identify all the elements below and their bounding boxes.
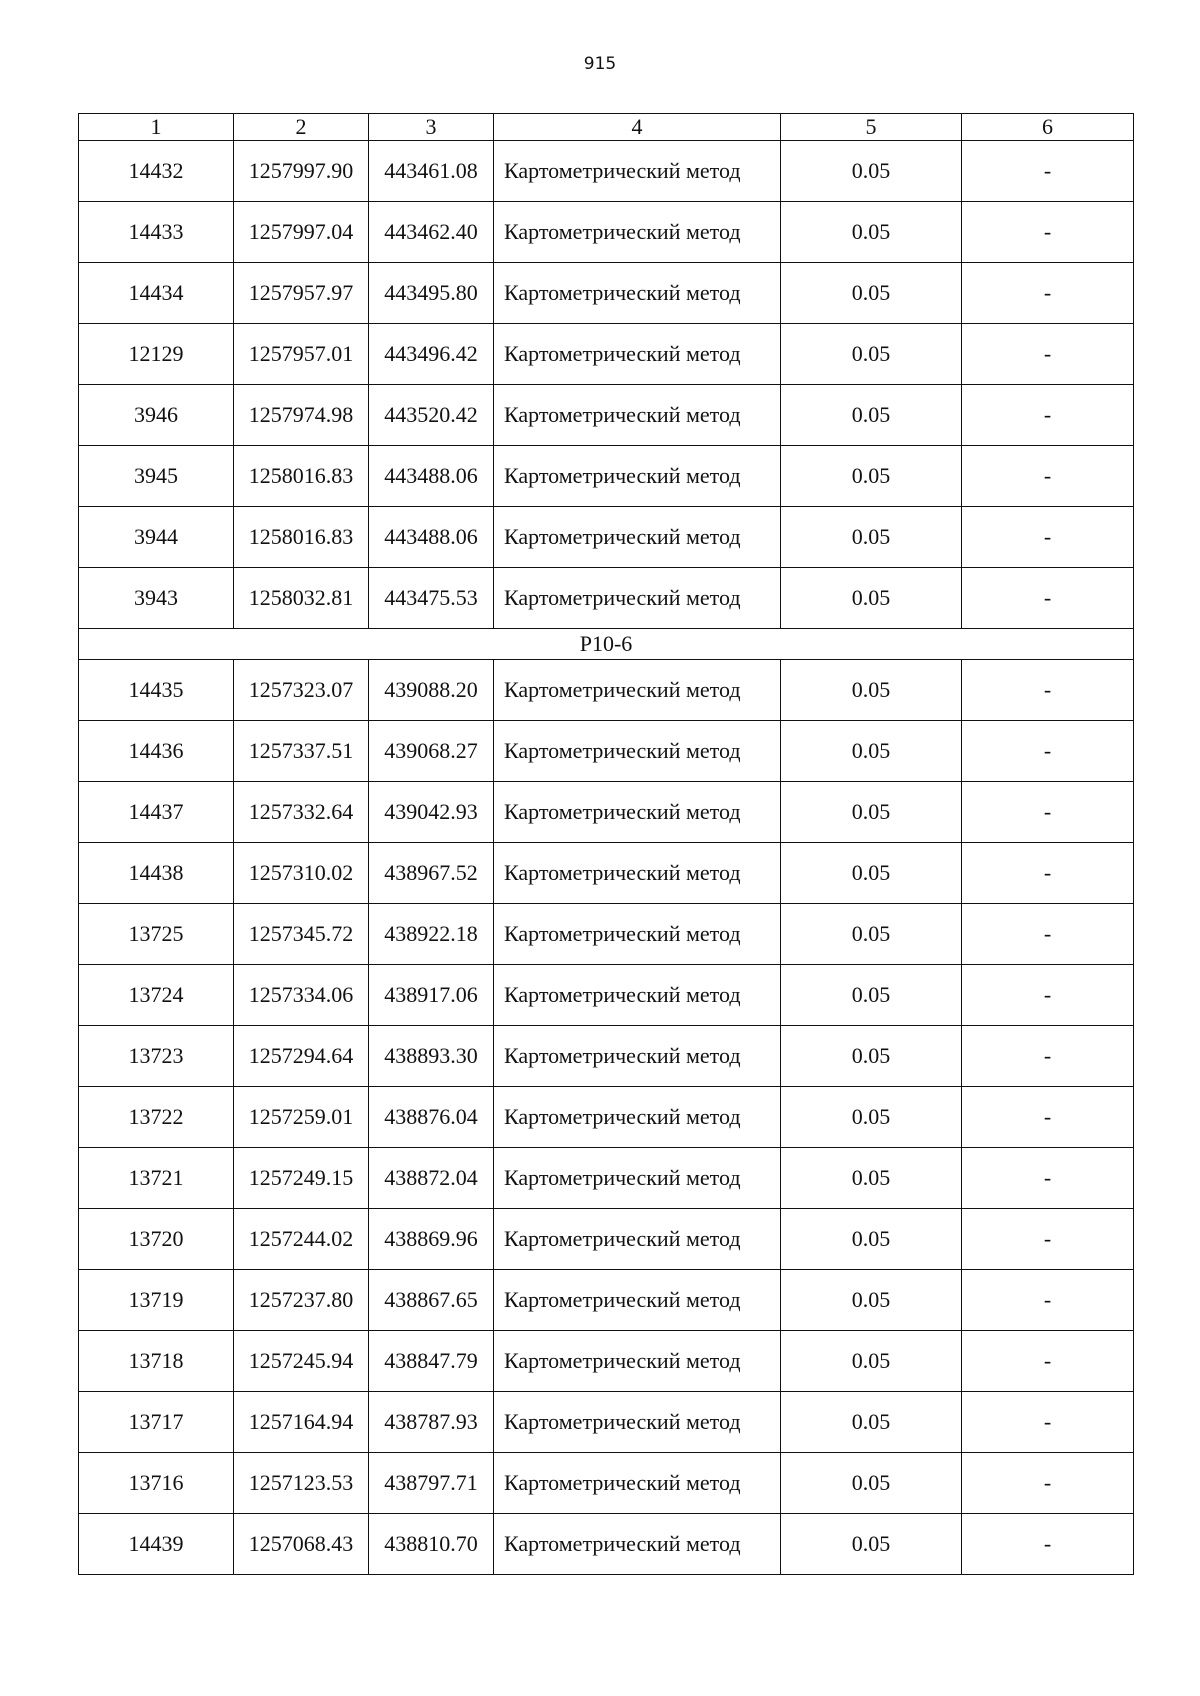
y-coordinate-cell: 443488.06 <box>369 446 494 507</box>
accuracy-cell: 0.05 <box>781 660 962 721</box>
table-row <box>79 1087 1134 1148</box>
y-coordinate-cell: 438876.04 <box>369 1087 494 1148</box>
point-number-cell: 14432 <box>79 141 234 202</box>
x-coordinate-cell: 1257068.43 <box>234 1514 369 1575</box>
note-cell: - <box>962 202 1134 263</box>
method-cell: Картометрический метод <box>494 507 781 568</box>
table-row <box>79 1270 1134 1331</box>
accuracy-cell: 0.05 <box>781 782 962 843</box>
accuracy-cell: 0.05 <box>781 904 962 965</box>
accuracy-cell: 0.05 <box>781 324 962 385</box>
accuracy-cell: 0.05 <box>781 1331 962 1392</box>
x-coordinate-cell: 1257249.15 <box>234 1148 369 1209</box>
accuracy-cell: 0.05 <box>781 568 962 629</box>
y-coordinate-cell: 438787.93 <box>369 1392 494 1453</box>
accuracy-cell: 0.05 <box>781 507 962 568</box>
x-coordinate-cell: 1258016.83 <box>234 507 369 568</box>
method-cell: Картометрический метод <box>494 843 781 904</box>
x-coordinate-cell: 1257259.01 <box>234 1087 369 1148</box>
accuracy-cell: 0.05 <box>781 721 962 782</box>
note-cell: - <box>962 263 1134 324</box>
x-coordinate-cell: 1258032.81 <box>234 568 369 629</box>
accuracy-cell: 0.05 <box>781 202 962 263</box>
point-number-cell: 13724 <box>79 965 234 1026</box>
note-cell: - <box>962 1514 1134 1575</box>
note-cell: - <box>962 1270 1134 1331</box>
y-coordinate-cell: 438847.79 <box>369 1331 494 1392</box>
y-coordinate-cell: 439088.20 <box>369 660 494 721</box>
method-cell: Картометрический метод <box>494 568 781 629</box>
table-row <box>79 446 1134 507</box>
section-title: Р10-6 <box>79 629 1134 660</box>
note-cell: - <box>962 1331 1134 1392</box>
column-header: 1 <box>79 114 234 141</box>
y-coordinate-cell: 438967.52 <box>369 843 494 904</box>
column-header: 4 <box>494 114 781 141</box>
point-number-cell: 13718 <box>79 1331 234 1392</box>
table-row <box>79 965 1134 1026</box>
point-number-cell: 14436 <box>79 721 234 782</box>
table-row <box>79 202 1134 263</box>
point-number-cell: 14435 <box>79 660 234 721</box>
accuracy-cell: 0.05 <box>781 1514 962 1575</box>
table-row <box>79 1453 1134 1514</box>
table-row <box>79 1514 1134 1575</box>
y-coordinate-cell: 443475.53 <box>369 568 494 629</box>
x-coordinate-cell: 1257345.72 <box>234 904 369 965</box>
note-cell: - <box>962 1087 1134 1148</box>
column-header: 2 <box>234 114 369 141</box>
x-coordinate-cell: 1257123.53 <box>234 1453 369 1514</box>
note-cell: - <box>962 904 1134 965</box>
y-coordinate-cell: 438867.65 <box>369 1270 494 1331</box>
note-cell: - <box>962 141 1134 202</box>
note-cell: - <box>962 1026 1134 1087</box>
note-cell: - <box>962 660 1134 721</box>
accuracy-cell: 0.05 <box>781 446 962 507</box>
table-row <box>79 141 1134 202</box>
table-row <box>79 385 1134 446</box>
point-number-cell: 13725 <box>79 904 234 965</box>
point-number-cell: 3944 <box>79 507 234 568</box>
point-number-cell: 13721 <box>79 1148 234 1209</box>
y-coordinate-cell: 443488.06 <box>369 507 494 568</box>
point-number-cell: 14433 <box>79 202 234 263</box>
x-coordinate-cell: 1257323.07 <box>234 660 369 721</box>
y-coordinate-cell: 439042.93 <box>369 782 494 843</box>
table-row <box>79 1026 1134 1087</box>
point-number-cell: 13717 <box>79 1392 234 1453</box>
method-cell: Картометрический метод <box>494 1087 781 1148</box>
table-row <box>79 904 1134 965</box>
table-row <box>79 1331 1134 1392</box>
accuracy-cell: 0.05 <box>781 1026 962 1087</box>
point-number-cell: 3945 <box>79 446 234 507</box>
accuracy-cell: 0.05 <box>781 1148 962 1209</box>
note-cell: - <box>962 721 1134 782</box>
table-row <box>79 1392 1134 1453</box>
table-row <box>79 660 1134 721</box>
method-cell: Картометрический метод <box>494 324 781 385</box>
accuracy-cell: 0.05 <box>781 141 962 202</box>
table-body <box>79 141 1134 1575</box>
method-cell: Картометрический метод <box>494 1392 781 1453</box>
method-cell: Картометрический метод <box>494 965 781 1026</box>
x-coordinate-cell: 1257237.80 <box>234 1270 369 1331</box>
table-row <box>79 263 1134 324</box>
accuracy-cell: 0.05 <box>781 1270 962 1331</box>
x-coordinate-cell: 1257997.90 <box>234 141 369 202</box>
note-cell: - <box>962 1453 1134 1514</box>
section-row <box>79 629 1134 660</box>
point-number-cell: 13720 <box>79 1209 234 1270</box>
method-cell: Картометрический метод <box>494 1209 781 1270</box>
accuracy-cell: 0.05 <box>781 385 962 446</box>
x-coordinate-cell: 1257244.02 <box>234 1209 369 1270</box>
x-coordinate-cell: 1257957.01 <box>234 324 369 385</box>
x-coordinate-cell: 1257332.64 <box>234 782 369 843</box>
y-coordinate-cell: 438810.70 <box>369 1514 494 1575</box>
x-coordinate-cell: 1258016.83 <box>234 446 369 507</box>
coordinates-table <box>78 113 1134 1575</box>
accuracy-cell: 0.05 <box>781 965 962 1026</box>
x-coordinate-cell: 1257337.51 <box>234 721 369 782</box>
column-header: 5 <box>781 114 962 141</box>
method-cell: Картометрический метод <box>494 1331 781 1392</box>
point-number-cell: 13722 <box>79 1087 234 1148</box>
y-coordinate-cell: 438922.18 <box>369 904 494 965</box>
accuracy-cell: 0.05 <box>781 263 962 324</box>
method-cell: Картометрический метод <box>494 141 781 202</box>
method-cell: Картометрический метод <box>494 904 781 965</box>
column-header: 3 <box>369 114 494 141</box>
y-coordinate-cell: 438797.71 <box>369 1453 494 1514</box>
y-coordinate-cell: 439068.27 <box>369 721 494 782</box>
accuracy-cell: 0.05 <box>781 1087 962 1148</box>
table-row <box>79 721 1134 782</box>
column-header: 6 <box>962 114 1134 141</box>
note-cell: - <box>962 1392 1134 1453</box>
point-number-cell: 3943 <box>79 568 234 629</box>
note-cell: - <box>962 965 1134 1026</box>
y-coordinate-cell: 443495.80 <box>369 263 494 324</box>
note-cell: - <box>962 385 1134 446</box>
method-cell: Картометрический метод <box>494 1453 781 1514</box>
table-row <box>79 843 1134 904</box>
note-cell: - <box>962 446 1134 507</box>
note-cell: - <box>962 782 1134 843</box>
method-cell: Картометрический метод <box>494 660 781 721</box>
table-row <box>79 568 1134 629</box>
method-cell: Картометрический метод <box>494 263 781 324</box>
method-cell: Картометрический метод <box>494 446 781 507</box>
point-number-cell: 3946 <box>79 385 234 446</box>
note-cell: - <box>962 1148 1134 1209</box>
point-number-cell: 13716 <box>79 1453 234 1514</box>
x-coordinate-cell: 1257245.94 <box>234 1331 369 1392</box>
page-number: 915 <box>583 54 617 74</box>
note-cell: - <box>962 843 1134 904</box>
method-cell: Картометрический метод <box>494 1148 781 1209</box>
x-coordinate-cell: 1257997.04 <box>234 202 369 263</box>
point-number-cell: 14437 <box>79 782 234 843</box>
table-row <box>79 1148 1134 1209</box>
x-coordinate-cell: 1257310.02 <box>234 843 369 904</box>
point-number-cell: 14434 <box>79 263 234 324</box>
x-coordinate-cell: 1257957.97 <box>234 263 369 324</box>
table-header-row <box>79 114 1134 141</box>
note-cell: - <box>962 507 1134 568</box>
point-number-cell: 13719 <box>79 1270 234 1331</box>
y-coordinate-cell: 438872.04 <box>369 1148 494 1209</box>
method-cell: Картометрический метод <box>494 385 781 446</box>
y-coordinate-cell: 443462.40 <box>369 202 494 263</box>
method-cell: Картометрический метод <box>494 202 781 263</box>
y-coordinate-cell: 438893.30 <box>369 1026 494 1087</box>
x-coordinate-cell: 1257164.94 <box>234 1392 369 1453</box>
method-cell: Картометрический метод <box>494 782 781 843</box>
method-cell: Картометрический метод <box>494 1270 781 1331</box>
note-cell: - <box>962 324 1134 385</box>
table-row <box>79 507 1134 568</box>
table-row <box>79 1209 1134 1270</box>
method-cell: Картометрический метод <box>494 1514 781 1575</box>
x-coordinate-cell: 1257294.64 <box>234 1026 369 1087</box>
y-coordinate-cell: 438869.96 <box>369 1209 494 1270</box>
point-number-cell: 14439 <box>79 1514 234 1575</box>
x-coordinate-cell: 1257334.06 <box>234 965 369 1026</box>
table-row <box>79 324 1134 385</box>
y-coordinate-cell: 438917.06 <box>369 965 494 1026</box>
point-number-cell: 14438 <box>79 843 234 904</box>
y-coordinate-cell: 443461.08 <box>369 141 494 202</box>
accuracy-cell: 0.05 <box>781 1209 962 1270</box>
note-cell: - <box>962 1209 1134 1270</box>
accuracy-cell: 0.05 <box>781 1392 962 1453</box>
method-cell: Картометрический метод <box>494 1026 781 1087</box>
point-number-cell: 13723 <box>79 1026 234 1087</box>
point-number-cell: 12129 <box>79 324 234 385</box>
note-cell: - <box>962 568 1134 629</box>
y-coordinate-cell: 443520.42 <box>369 385 494 446</box>
y-coordinate-cell: 443496.42 <box>369 324 494 385</box>
accuracy-cell: 0.05 <box>781 1453 962 1514</box>
accuracy-cell: 0.05 <box>781 843 962 904</box>
table-row <box>79 782 1134 843</box>
x-coordinate-cell: 1257974.98 <box>234 385 369 446</box>
method-cell: Картометрический метод <box>494 721 781 782</box>
